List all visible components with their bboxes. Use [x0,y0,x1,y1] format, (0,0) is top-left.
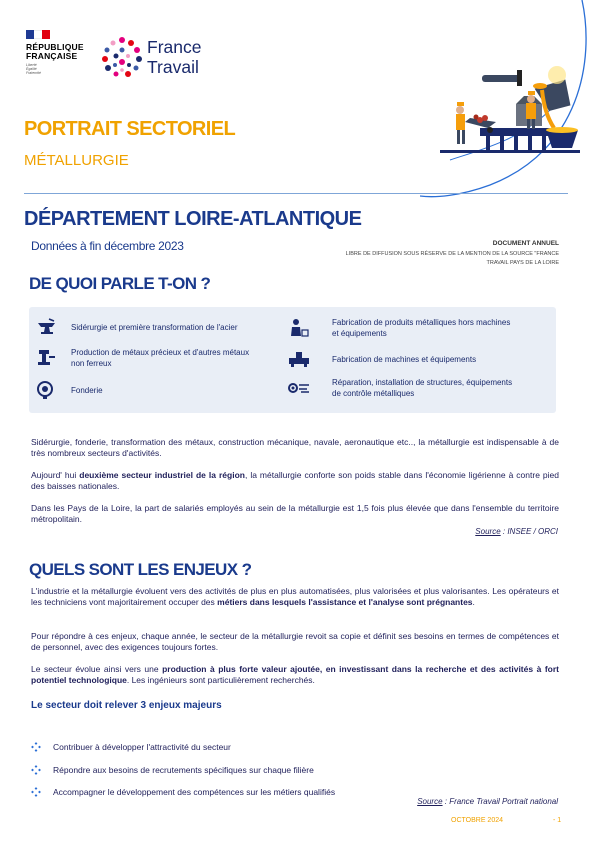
enjeu-item [31,787,335,797]
enjeu-item [31,742,231,752]
france-travail-name: France Travail [147,37,202,77]
document-annuel-label: DOCUMENT ANNUEL [492,240,559,247]
sector-label: Fabrication de machines et équipements [332,354,477,364]
enjeu-text: Accompagner le développement des compétences sur les métiers qualifiés [53,787,336,797]
sector-item [287,317,517,339]
sector-item [35,317,255,337]
sector-title: MÉTALLURGIE [24,152,129,169]
sector-label: Fonderie [71,385,103,395]
france-travail-logo [100,36,230,80]
anvil-icon [35,317,59,337]
diamond-bullet-icon [31,765,41,775]
source-france-travail: Source : France Travail Portrait national [417,797,558,806]
source-insee: Source : INSEE / ORCI [475,527,558,536]
republique-motto: Liberté Égalité Fraternité [26,63,41,75]
diffusion-notice: LIBRE DE DIFFUSION SOUS RÉSERVE DE LA MENTION DE LA SOURCE "FRANCE TRAVAIL PAYS DE LA LOIRE [345,251,559,266]
france-travail-dots-icon [100,36,146,80]
sector-label: Sidérurgie et première transformation de l'acier [71,322,238,332]
enjeu-item [31,765,314,775]
sector-item [287,377,517,399]
republique-francaise-logo [26,30,88,75]
republique-text: RÉPUBLIQUE FRANÇAISE [26,42,84,61]
sector-label: Production de métaux précieux et d'autres métaux non ferreux [71,348,250,368]
footer-date: OCTOBRE 2024 [451,817,504,824]
worker-icon [287,318,311,338]
diamond-bullet-icon [31,787,41,797]
enjeu-text: Contribuer à développer l'attractivité du secteur [53,742,231,752]
paragraph-definition: Sidérurgie, fonderie, transformation des métaux, construction mécanique, navale, aeronautique etc.., la métallurgie est indispensable à de très nombreux secteurs d'activités. [31,437,559,458]
metallurgy-illustration [420,0,595,215]
machine-icon [287,349,311,369]
section-heading-what: DE QUOI PARLE T-ON ? [29,274,211,293]
paragraph-needs: Pour répondre à ces enjeux, chaque année, le secteur de la métallurgie revoit sa copie et définit ses besoins en termes de compétences et de personnel, avec des exigences toujours fortes. [31,631,559,652]
casting-icon [35,380,59,400]
title-divider [24,193,568,194]
gear-wrench-icon [287,378,311,398]
paragraph-value: Le secteur évolue ainsi vers une production à plus forte valeur ajoutée, en investissant dans la recherche et des activités à fort potentiel technologique. Les ingénieurs sont particulièrement recherchés. [31,664,559,685]
sectors-panel [29,307,556,413]
paragraph-rank: Aujourd' hui deuxième secteur industriel de la région, la métallurgie conforte son poids stable dans l'économie ligérienne à contre pied des baisses nationales. [31,470,559,491]
paragraph-share: Dans les Pays de la Loire, la part de salariés employés au sein de la métallurgie est 1,5 fois plus élevée que dans l'ensemble du territoire métropolitain. [31,503,559,524]
sector-label: Fabrication de produits métalliques hors machines et équipements [332,318,511,338]
sector-item [35,347,255,369]
enjeux-title: Le secteur doit relever 3 enjeux majeurs [31,700,222,711]
portrait-title: PORTRAIT SECTORIEL [24,118,236,140]
diamond-bullet-icon [31,742,41,752]
data-date: Données à fin décembre 2023 [31,239,184,253]
section-heading-enjeux: QUELS SONT LES ENJEUX ? [29,560,252,579]
paragraph-automation: L'industrie et la métallurgie évoluent vers des activités de plus en plus automatisées, plus valorisées et plus valorisantes. Les opérateurs et les techniciens vont majoritairement occuper des métiers dans lesquels l'assistance et l'analyse sont prégnantes. [31,586,559,607]
sector-item [35,380,255,400]
enjeu-text: Répondre aux besoins de recrutements spécifiques sur chaque filière [53,765,314,775]
vise-icon [35,348,59,368]
sector-item [287,349,517,369]
french-flag-icon [26,30,50,39]
sector-label: Réparation, installation de structures, équipements de contrôle métalliques [332,378,513,398]
page-number: - 1 [553,817,562,824]
department-title: DÉPARTEMENT LOIRE-ATLANTIQUE [24,208,362,230]
